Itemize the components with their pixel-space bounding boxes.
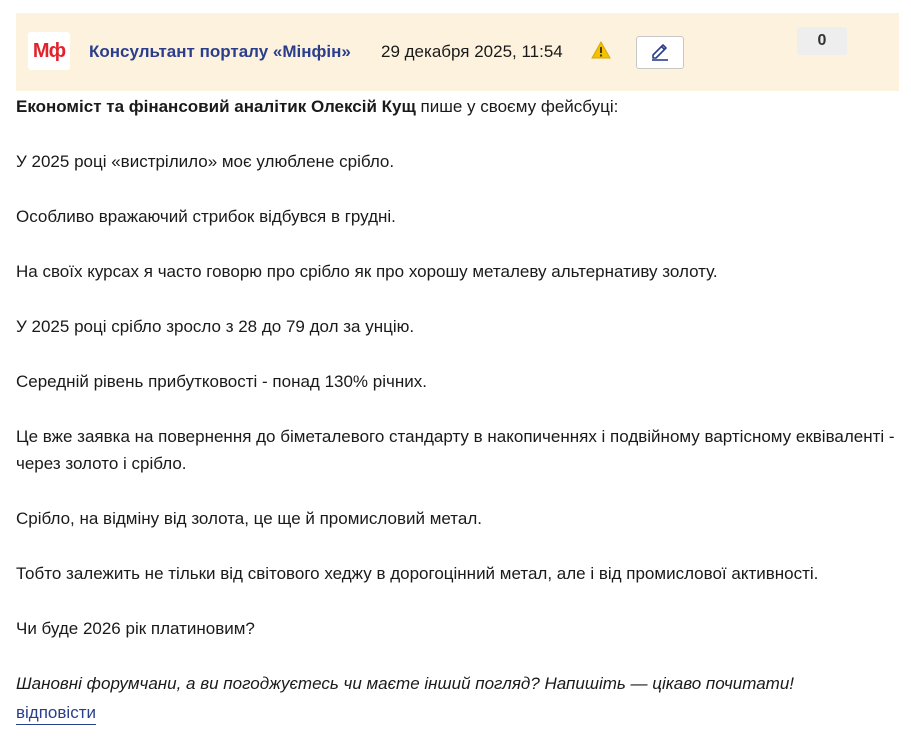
paragraph: На своїх курсах я часто говорю про срібло як про хорошу металеву альтернативу золоту. <box>16 262 718 281</box>
reply-counter: 0 <box>797 27 847 55</box>
paragraph: Середній рівень прибутковості - понад 130% річних. <box>16 372 427 391</box>
pencil-icon <box>649 39 671 66</box>
intro-text: пише у своєму фейсбуці: <box>415 97 619 116</box>
paragraph: Тобто залежить не тільки від світового хеджу в дорогоцінний метал, але і від промислової активності. <box>16 564 819 583</box>
edit-button[interactable] <box>636 36 684 69</box>
paragraph: У 2025 році «вистрілило» моє улюблене срібло. <box>16 152 395 171</box>
paragraph: Чи буде 2026 рік платиновим? <box>16 619 255 638</box>
intro-paragraph <box>16 93 896 120</box>
minfin-logo[interactable]: Мф <box>28 32 70 70</box>
warning-triangle-icon[interactable] <box>591 41 611 59</box>
paragraph: Це вже заявка на повернення до біметалевого стандарту в накопиченнях і подвійному вартісному еквіваленті - через золото і срібло. <box>16 427 895 473</box>
author-link[interactable]: Консультант порталу «Мінфін» <box>89 42 351 61</box>
paragraph: У 2025 році срібло зросло з 28 до 79 дол за унцію. <box>16 317 415 336</box>
intro-author: Економіст та фінансовий аналітик Олексій Кущ <box>16 97 416 116</box>
post-header <box>16 13 899 91</box>
question-paragraph: Шановні форумчани, а ви погоджуєтесь чи маєте інший погляд? Напишіть — цікаво почитати! <box>16 674 794 693</box>
reply-link[interactable]: відповісти <box>16 702 96 725</box>
paragraph: Срібло, на відміну від золота, це ще й промисловий метал. <box>16 509 482 528</box>
post-body <box>16 93 896 697</box>
post-date: 29 декабря 2025, 11:54 <box>381 42 563 61</box>
paragraph: Особливо вражаючий стрибок відбувся в грудні. <box>16 207 396 226</box>
